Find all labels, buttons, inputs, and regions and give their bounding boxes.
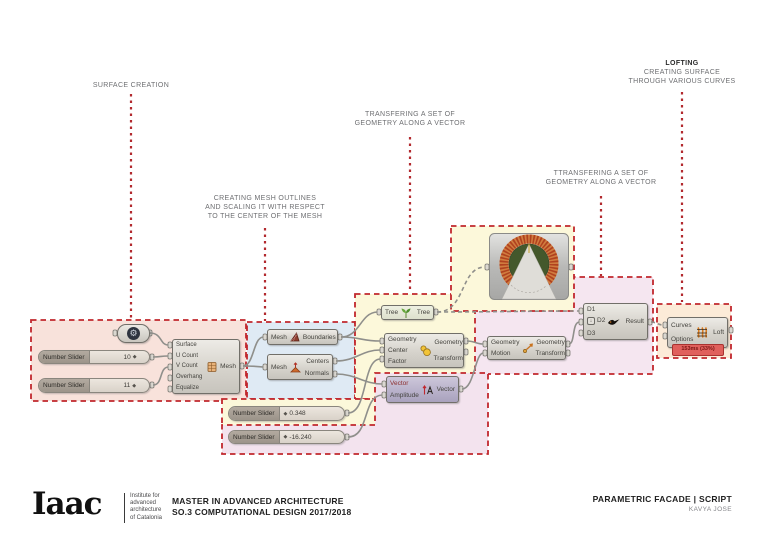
- port-label: Normals: [304, 369, 329, 377]
- merge-bird-icon: [607, 316, 621, 328]
- port-label: Options: [671, 336, 694, 344]
- loft-icon: [695, 326, 708, 339]
- iaac-logo: [32, 488, 102, 520]
- port-label: Geometry: [388, 336, 417, 343]
- slider-value: 10: [123, 353, 131, 361]
- annotation-line: GEOMETRY ALONG A VECTOR: [545, 179, 657, 186]
- annotation-line: TTRANSFERING A SET OF: [553, 170, 649, 177]
- tree-sprout-icon: [400, 307, 412, 319]
- slider-knob-icon[interactable]: ◆: [132, 354, 137, 360]
- tree-param-component[interactable]: [381, 305, 434, 320]
- v-count-slider[interactable]: [38, 378, 150, 393]
- port-label: Loft: [713, 329, 724, 336]
- slider-knob-icon[interactable]: ◆: [283, 410, 288, 417]
- surface-param-capsule[interactable]: [117, 324, 150, 343]
- institute-line: advanced: [130, 500, 157, 507]
- move-component[interactable]: [487, 336, 566, 360]
- annotation-line: CREATING MESH OUTLINES: [213, 195, 317, 202]
- slider-knob-icon[interactable]: ◆: [132, 382, 137, 389]
- slider-label: Number Slider: [39, 351, 90, 363]
- port-label: Equalize: [176, 384, 200, 391]
- port-label: Motion: [491, 350, 511, 357]
- port-label: Centers: [306, 357, 329, 365]
- annotation-line: LOFTING: [665, 60, 699, 67]
- port-label: D3: [587, 329, 596, 337]
- port-label: Tree: [416, 309, 430, 316]
- gear-icon: ⚙: [127, 327, 140, 340]
- gauge-display-component[interactable]: [489, 233, 569, 305]
- factor-slider[interactable]: [228, 406, 345, 421]
- port-label: Tree: [385, 309, 399, 316]
- move-icon: [522, 342, 534, 354]
- vector-amplitude-component[interactable]: [386, 376, 459, 403]
- annotation-surface-creation: [51, 81, 211, 90]
- face-normals-icon: [289, 361, 302, 374]
- slider-label: Number Slider: [229, 407, 280, 420]
- project-author: [689, 506, 732, 513]
- slider-value: 11: [123, 382, 131, 389]
- annotation-mesh-outlines: [185, 194, 345, 221]
- annotation-line: TRANSFERING A SET OF: [364, 111, 456, 118]
- port-label: Boundaries: [302, 333, 336, 341]
- annotation-lofting: [602, 59, 762, 86]
- program-line: SO.3 COMPUTATIONAL DESIGN 2017/2018: [172, 507, 352, 517]
- port-label: Mesh: [271, 363, 287, 371]
- slider-label: Number Slider: [39, 379, 90, 392]
- program-text: [172, 496, 351, 518]
- annotation-line: THROUGH VARIOUS CURVES: [628, 78, 736, 85]
- annotation-line: CREATING SURFACE: [643, 69, 721, 76]
- port-label: Geometry: [434, 338, 463, 346]
- u-count-slider[interactable]: [38, 350, 150, 364]
- port-label: D1: [587, 306, 596, 314]
- scale-component[interactable]: [384, 333, 464, 368]
- port-label: Geometry: [536, 339, 565, 346]
- project-title: [593, 494, 732, 504]
- port-label: Result: [625, 318, 644, 325]
- scale-icon: [419, 344, 432, 357]
- merge-component[interactable]: [583, 303, 648, 340]
- port-label: V Count: [176, 363, 198, 370]
- mesh-page-icon: [206, 361, 218, 373]
- loft-profiler-badge: [672, 344, 724, 356]
- port-label: Amplitude: [390, 392, 419, 400]
- annotation-line: TO THE CENTER OF THE MESH: [207, 213, 323, 220]
- annotation-line: SURFACE CREATION: [92, 82, 170, 89]
- vector-amplitude-icon: [421, 384, 434, 396]
- port-label: Geometry: [491, 339, 520, 346]
- annotation-line: AND SCALING IT WITH RESPECT: [205, 204, 325, 211]
- port-label: Surface: [176, 342, 197, 349]
- port-label: Center: [388, 347, 408, 354]
- project-author-text: KAVYA JOSE: [688, 506, 732, 513]
- port-label: D2: [597, 317, 606, 325]
- port-label: Transform: [433, 355, 463, 363]
- slider-label: Number Slider: [229, 431, 280, 443]
- slider-knob-icon[interactable]: ◆: [283, 434, 288, 440]
- annotation-transfer-2: [521, 169, 681, 187]
- port-label: Mesh: [271, 333, 287, 341]
- boundaries-icon: [289, 331, 301, 343]
- footer-divider: [124, 493, 125, 523]
- port-label: Curves: [671, 321, 692, 329]
- port-label: Vector: [390, 379, 409, 387]
- profiler-text: 153ms (33%): [681, 346, 715, 352]
- iaac-logo-text: Iaac: [32, 486, 102, 522]
- mesh-boundaries-component[interactable]: [267, 329, 338, 345]
- slider-value: 0.348: [289, 410, 306, 417]
- flatten-icon[interactable]: ↓: [587, 317, 595, 325]
- port-label: U Count: [176, 352, 199, 359]
- mesh-surface-component[interactable]: [172, 339, 240, 394]
- institute-line: of Catalonia: [130, 514, 163, 521]
- port-label: Overhang: [176, 374, 203, 381]
- port-label: Transform: [535, 350, 565, 357]
- project-title-text: PARAMETRIC FACADE | SCRIPT: [592, 494, 732, 504]
- program-line: MASTER IN ADVANCED ARCHITECTURE: [172, 496, 344, 506]
- annotation-transfer-1: [330, 110, 490, 128]
- mesh-centers-normals-component[interactable]: [267, 354, 333, 380]
- institute-text: [130, 493, 162, 522]
- institute-line: Institute for: [130, 493, 160, 499]
- amplitude-slider[interactable]: [228, 430, 345, 444]
- port-label: Factor: [388, 358, 407, 365]
- annotation-line: GEOMETRY ALONG A VECTOR: [354, 120, 466, 127]
- port-label: Vector: [436, 386, 455, 393]
- slider-value: -16.240: [289, 433, 312, 441]
- institute-line: architecture: [130, 507, 162, 514]
- mountain-gauge-image: [489, 233, 569, 300]
- port-label: Mesh: [220, 363, 236, 370]
